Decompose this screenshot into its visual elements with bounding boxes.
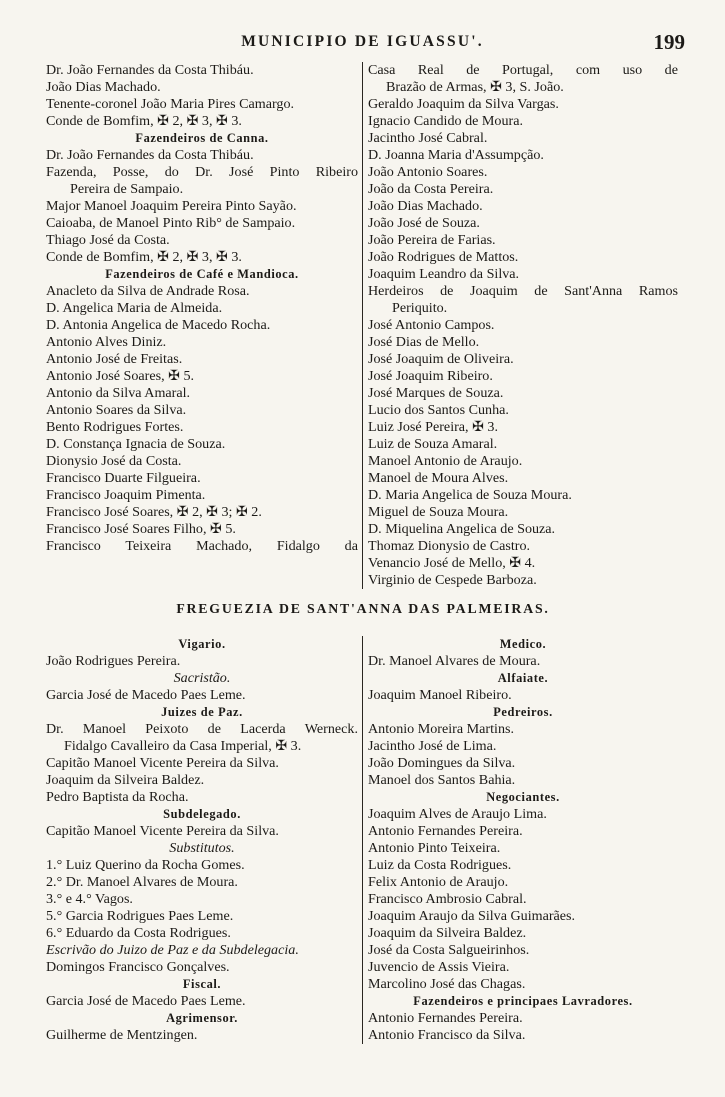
entry-line: D. Angelica Maria de Almeida.: [46, 300, 223, 316]
entry-line: Lucio dos Santos Cunha.: [368, 402, 509, 418]
section-heading: Fiscal.: [182, 977, 222, 991]
entry-line: Casa Real de Portugal, com uso de: [368, 62, 678, 78]
entry-line: Fidalgo Cavalleiro da Casa Imperial, ✠ 3.: [64, 738, 302, 754]
entry-line: Dionysio José da Costa.: [46, 453, 182, 469]
entry-line: Manoel de Moura Alves.: [368, 470, 509, 486]
entry-line: Escrivão do Juizo de Paz e da Subdelegacia.: [46, 942, 299, 958]
entry-line: João José de Souza.: [368, 215, 480, 231]
entry-line: Major Manoel Joaquim Pereira Pinto Sayão.: [46, 198, 297, 214]
entry-line: Thomaz Dionysio de Castro.: [368, 538, 531, 554]
entry-line: João Antonio Soares.: [368, 164, 488, 180]
entry-line: João Rodrigues de Mattos.: [368, 249, 519, 265]
entry-line: Garcia José de Macedo Paes Leme.: [46, 687, 246, 703]
entry-line: Francisco José Soares, ✠ 2, ✠ 3; ✠ 2.: [46, 504, 262, 520]
entry-line: Geraldo Joaquim da Silva Vargas.: [368, 96, 559, 112]
entry-line: Antonio José de Freitas.: [46, 351, 183, 367]
entry-line: 3.° e 4.° Vagos.: [46, 891, 133, 907]
entry-line: José Joaquim de Oliveira.: [368, 351, 514, 367]
entry-line: Pedro Baptista da Rocha.: [46, 789, 189, 805]
entry-line: Ignacio Candido de Moura.: [368, 113, 523, 129]
entry-line: João Dias Machado.: [368, 198, 483, 214]
entry-line: Manoel dos Santos Bahia.: [368, 772, 516, 788]
entry-line: Luiz da Costa Rodrigues.: [368, 857, 512, 873]
entry-line: D. Antonia Angelica de Macedo Rocha.: [46, 317, 271, 333]
entry-line: Antonio Soares da Silva.: [46, 402, 187, 418]
entry-line: Antonio Fernandes Pereira.: [368, 1010, 523, 1026]
entry-line: Bento Rodrigues Fortes.: [46, 419, 184, 435]
entry-line: Francisco José Soares Filho, ✠ 5.: [46, 521, 236, 537]
entry-line: Dr. João Fernandes da Costa Thibáu.: [46, 147, 254, 163]
entry-line: Anacleto da Silva de Andrade Rosa.: [46, 283, 250, 299]
entry-line: João Domingues da Silva.: [368, 755, 516, 771]
entry-line: Antonio Pinto Teixeira.: [368, 840, 501, 856]
entry-line: Jacintho José Cabral.: [368, 130, 488, 146]
top-right-column: [362, 62, 678, 589]
entry-line: Luiz de Souza Amaral.: [368, 436, 498, 452]
entry-line: José Marques de Souza.: [368, 385, 504, 401]
entry-line: D. Miquelina Angelica de Souza.: [368, 521, 556, 537]
entry-line: Francisco Joaquim Pimenta.: [46, 487, 206, 503]
entry-line: Capitão Manoel Vicente Pereira da Silva.: [46, 823, 279, 839]
entry-line: Venancio José de Mello, ✠ 4.: [368, 555, 536, 571]
entry-line: Joaquim Araujo da Silva Guimarães.: [368, 908, 576, 924]
entry-line: Juvencio de Assis Vieira.: [368, 959, 510, 975]
entry-line: D. Joanna Maria d'Assumpção.: [368, 147, 544, 163]
page-number: 199: [653, 30, 685, 54]
section-heading: Fazendeiros e principaes Lavradores.: [413, 994, 633, 1008]
running-title: MUNICIPIO DE IGUASSU'.: [241, 33, 484, 50]
entry-line: 1.° Luiz Querino da Rocha Gomes.: [46, 857, 245, 873]
section-heading: Subdelegado.: [163, 807, 241, 821]
entry-line: Jacintho José de Lima.: [368, 738, 497, 754]
entry-line: Joaquim da Silveira Baldez.: [368, 925, 527, 941]
entry-line: Thiago José da Costa.: [46, 232, 170, 248]
entry-line: Conde de Bomfim, ✠ 2, ✠ 3, ✠ 3.: [46, 249, 242, 265]
entry-line: Domingos Francisco Gonçalves.: [46, 959, 230, 975]
entry-line: Periquito.: [392, 300, 448, 316]
section-heading: Agrimensor.: [166, 1011, 238, 1025]
section-heading: Fazendeiros de Canna.: [135, 131, 269, 145]
entry-line: Miguel de Souza Moura.: [368, 504, 509, 520]
entry-line: Substitutos.: [169, 840, 235, 856]
entry-line: Dr. Manoel Peixoto de Lacerda Werneck.: [46, 721, 358, 737]
entry-line: Felix Antonio de Araujo.: [368, 874, 509, 890]
entry-line: Dr. João Fernandes da Costa Thibáu.: [46, 62, 254, 78]
entry-line: Antonio José Soares, ✠ 5.: [46, 368, 195, 384]
entry-line: Francisco Teixeira Machado, Fidalgo da: [46, 538, 358, 554]
entry-line: Caioaba, de Manoel Pinto Rib° de Sampaio.: [46, 215, 296, 231]
entry-line: Brazão de Armas, ✠ 3, S. João.: [386, 79, 564, 95]
section-heading: Medico.: [499, 637, 547, 651]
entry-line: Francisco Ambrosio Cabral.: [368, 891, 527, 907]
section-heading: Alfaiate.: [497, 671, 549, 685]
entry-line: Antonio Moreira Martins.: [368, 721, 515, 737]
entry-line: D. Maria Angelica de Souza Moura.: [368, 487, 572, 503]
section-heading: Pedreiros.: [493, 705, 553, 719]
entry-line: João da Costa Pereira.: [368, 181, 494, 197]
top-left-column: [46, 62, 362, 589]
entry-line: Joaquim da Silveira Baldez.: [46, 772, 205, 788]
entry-line: 6.° Eduardo da Costa Rodrigues.: [46, 925, 231, 941]
entry-line: Antonio Francisco da Silva.: [368, 1027, 526, 1043]
entry-line: Joaquim Manoel Ribeiro.: [368, 687, 512, 703]
entry-line: João Dias Machado.: [46, 79, 161, 95]
page-header: [0, 30, 725, 55]
entry-line: Luiz José Pereira, ✠ 3.: [368, 419, 499, 435]
entry-line: Tenente-coronel João Maria Pires Camargo.: [46, 96, 295, 112]
entry-line: Antonio da Silva Amaral.: [46, 385, 191, 401]
top-listing: [46, 62, 680, 589]
entry-line: Sacristão.: [173, 670, 231, 686]
entry-line: Joaquim Leandro da Silva.: [368, 266, 520, 282]
entry-line: Guilherme de Mentzingen.: [46, 1027, 198, 1043]
entry-line: Antonio Alves Diniz.: [46, 334, 167, 350]
bottom-left-column: [46, 636, 362, 1044]
entry-line: João Rodrigues Pereira.: [46, 653, 181, 669]
entry-line: 2.° Dr. Manoel Alvares de Moura.: [46, 874, 238, 890]
section-heading: Negociantes.: [486, 790, 560, 804]
entry-line: Joaquim Alves de Araujo Lima.: [368, 806, 547, 822]
section-heading: Juizes de Paz.: [161, 705, 243, 719]
bottom-right-column: [362, 636, 678, 1044]
entry-line: Marcolino José das Chagas.: [368, 976, 526, 992]
entry-line: Antonio Fernandes Pereira.: [368, 823, 523, 839]
bottom-listing: [46, 636, 680, 1044]
entry-line: João Pereira de Farias.: [368, 232, 496, 248]
entry-line: D. Constança Ignacia de Souza.: [46, 436, 226, 452]
entry-line: Fazenda, Posse, do Dr. José Pinto Ribeiro: [46, 164, 358, 180]
entry-line: Capitão Manoel Vicente Pereira da Silva.: [46, 755, 279, 771]
entry-line: José Antonio Campos.: [368, 317, 495, 333]
section-heading: Fazendeiros de Café e Mandioca.: [105, 267, 299, 281]
entry-line: José Joaquim Ribeiro.: [368, 368, 493, 384]
entry-line: Garcia José de Macedo Paes Leme.: [46, 993, 246, 1009]
section-title: FREGUEZIA DE SANT'ANNA DAS PALMEIRAS.: [176, 601, 550, 616]
entry-line: José da Costa Salgueirinhos.: [368, 942, 530, 958]
entry-line: José Dias de Mello.: [368, 334, 480, 350]
entry-line: Francisco Duarte Filgueira.: [46, 470, 201, 486]
section-heading: Vigario.: [178, 637, 226, 651]
entry-line: Conde de Bomfim, ✠ 2, ✠ 3, ✠ 3.: [46, 113, 242, 129]
entry-line: Virginio de Cespede Barboza.: [368, 572, 537, 588]
entry-line: Dr. Manoel Alvares de Moura.: [368, 653, 541, 669]
entry-line: Manoel Antonio de Araujo.: [368, 453, 523, 469]
entry-line: Pereira de Sampaio.: [70, 181, 184, 197]
entry-line: Herdeiros de Joaquim de Sant'Anna Ramos: [368, 283, 678, 299]
entry-line: 5.° Garcia Rodrigues Paes Leme.: [46, 908, 234, 924]
